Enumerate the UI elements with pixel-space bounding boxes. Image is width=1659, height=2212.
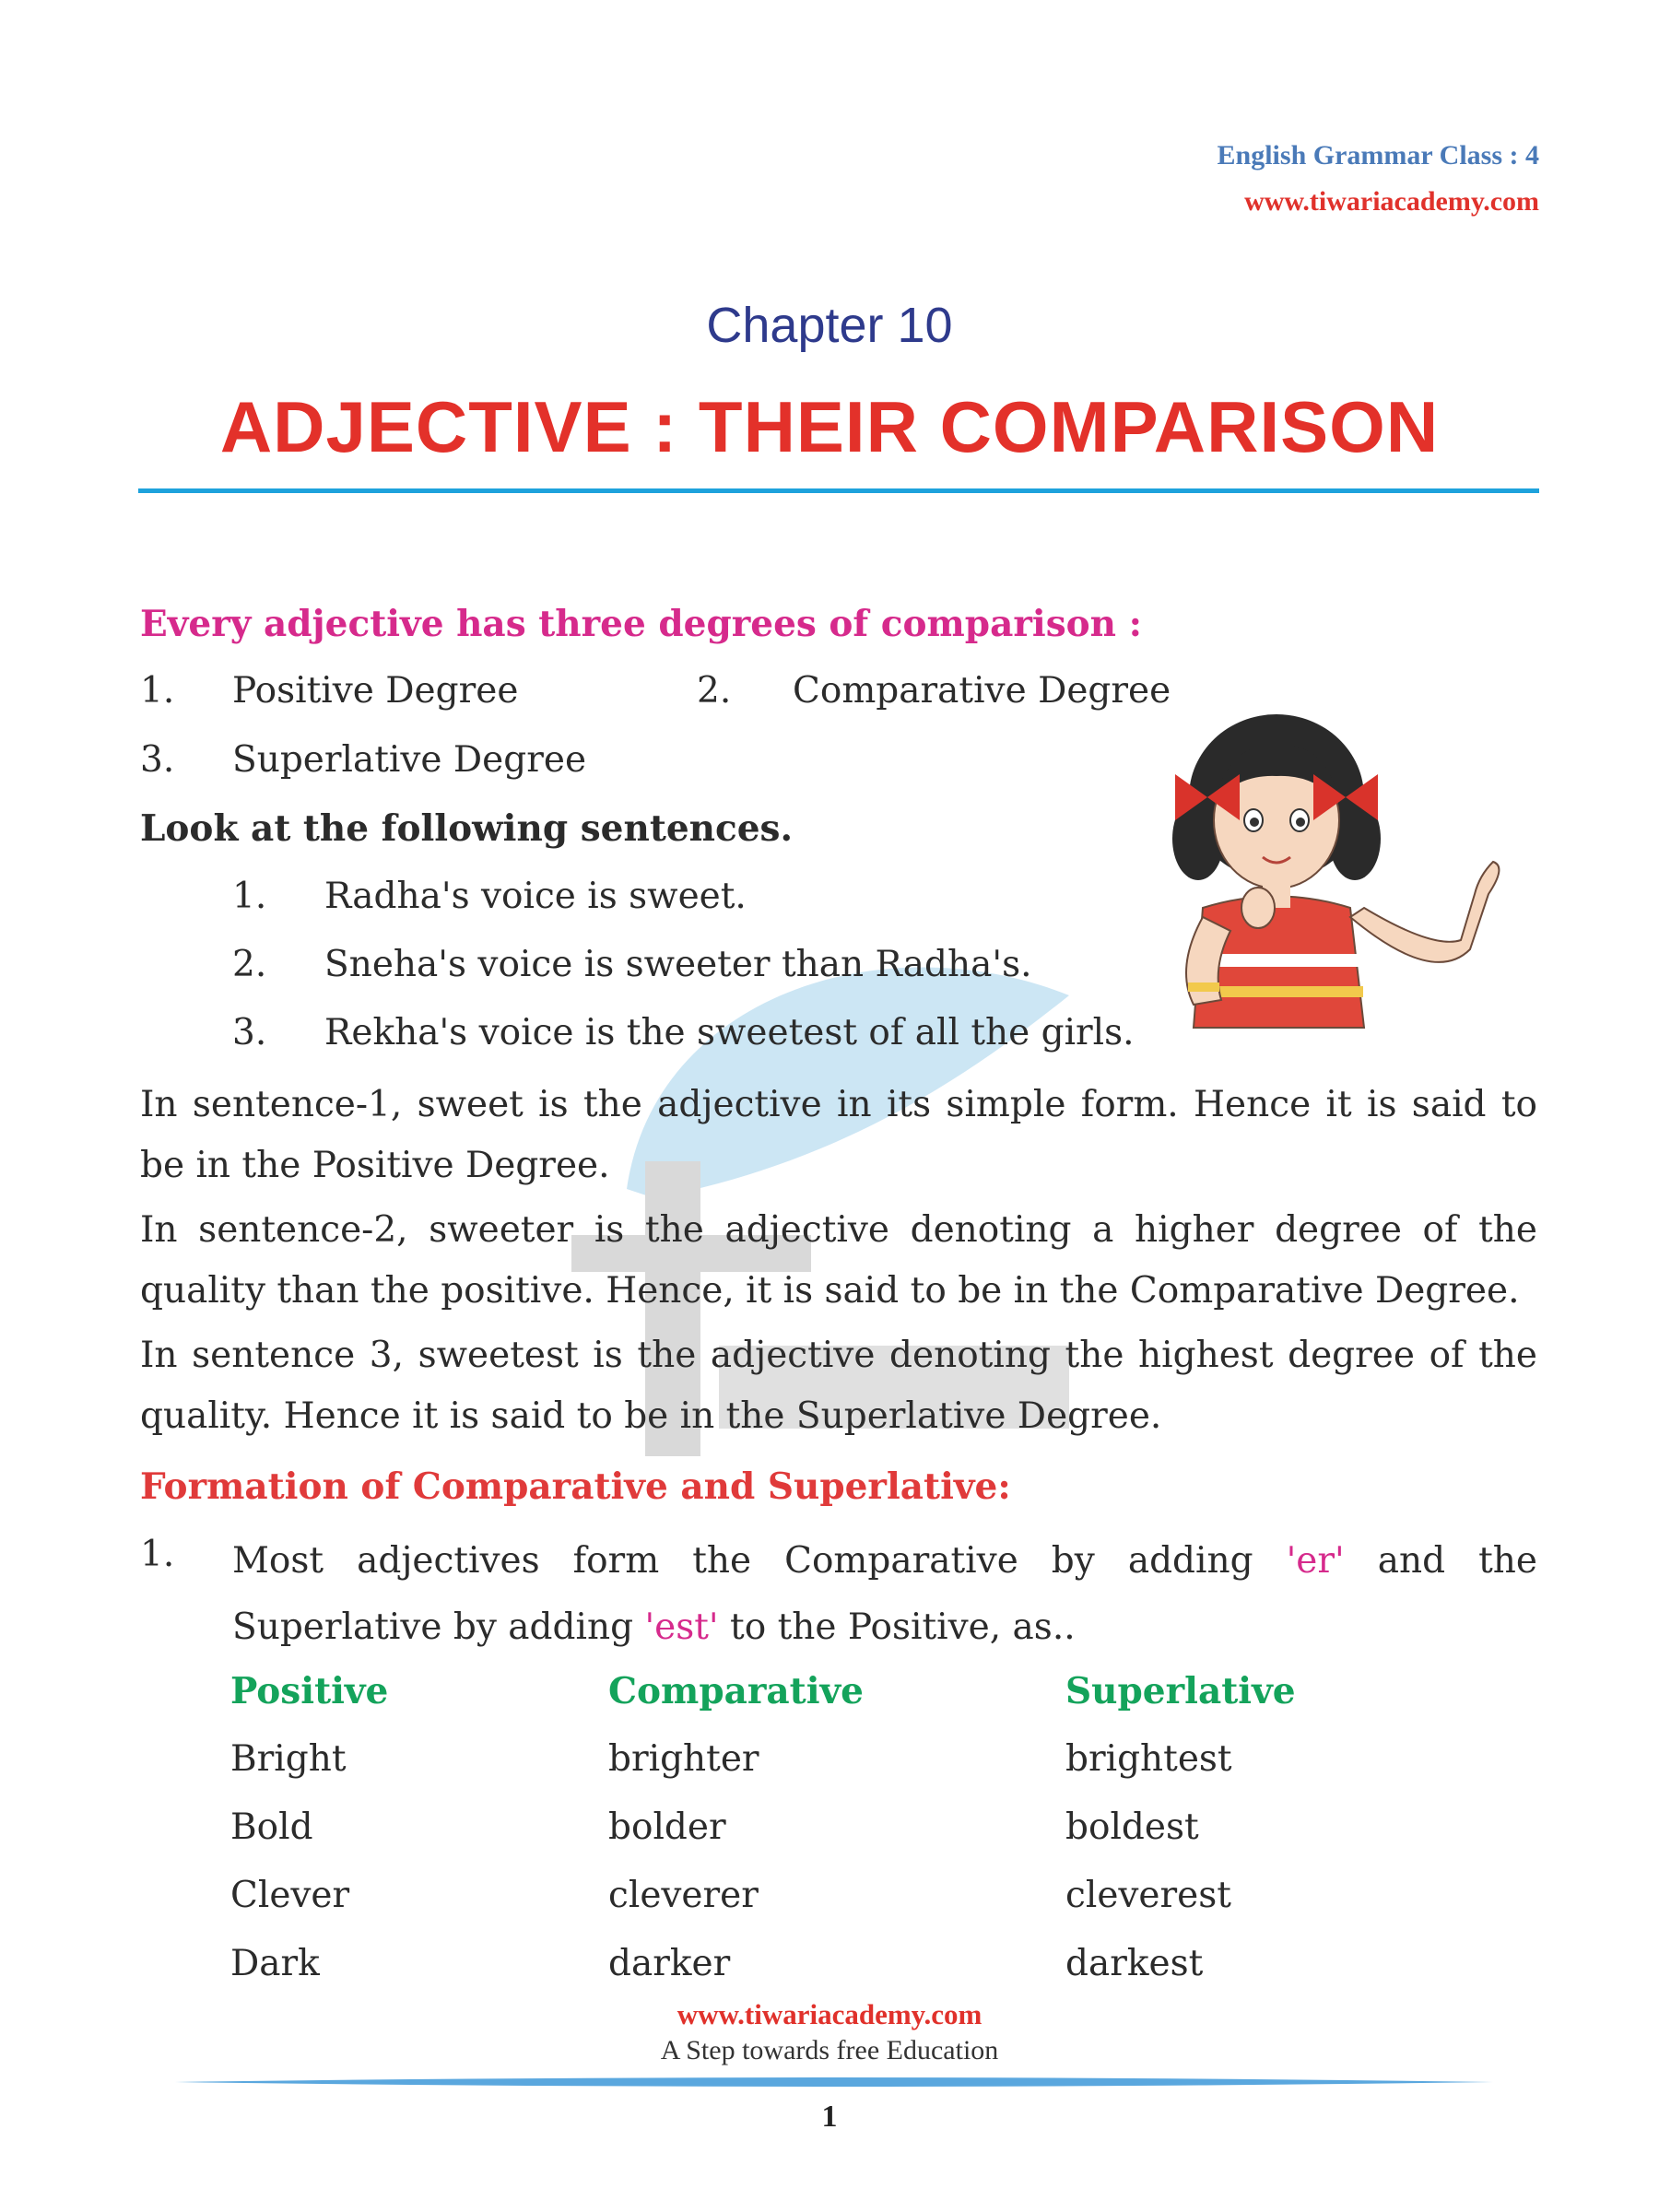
examples-heading: Look at the following sentences. <box>140 807 794 850</box>
suffix-est: 'est' <box>644 1606 719 1648</box>
degree-number: 3. <box>140 739 175 781</box>
rule-text-part: and the Superlative by adding <box>232 1540 1537 1648</box>
header-class-label: English Grammar Class : 4 <box>1217 140 1539 171</box>
sentence-text: Rekha's voice is the sweetest of all the girls. <box>324 1012 1135 1053</box>
footer-website-link[interactable]: www.tiwariacademy.com <box>677 1998 982 2030</box>
degrees-heading: Every adjective has three degrees of comparison : <box>140 603 1143 645</box>
table-cell: cleverer <box>608 1875 759 1916</box>
table-cell: Dark <box>230 1943 320 1984</box>
table-header-superlative: Superlative <box>1065 1670 1296 1712</box>
footer-divider <box>175 2076 1493 2088</box>
degree-label: Superlative Degree <box>232 739 587 781</box>
table-cell: cleverest <box>1065 1875 1231 1916</box>
rule-text-part: to the Positive, as.. <box>718 1606 1076 1648</box>
degree-number: 1. <box>140 670 175 712</box>
table-cell: darkest <box>1065 1943 1204 1984</box>
table-cell: brightest <box>1065 1738 1232 1780</box>
table-header-positive: Positive <box>230 1670 389 1712</box>
table-cell: brighter <box>608 1738 759 1780</box>
header-website-link[interactable]: www.tiwariacademy.com <box>1244 186 1539 217</box>
table-cell: Clever <box>230 1875 350 1916</box>
rule-number: 1. <box>140 1534 175 1575</box>
degree-number: 2. <box>697 670 732 712</box>
degree-label: Comparative Degree <box>793 670 1171 712</box>
sentence-number: 1. <box>232 876 267 917</box>
rule-text <box>232 1528 1537 1661</box>
table-cell: darker <box>608 1943 731 1984</box>
page-number: 1 <box>821 2100 838 2134</box>
sentence-text: Sneha's voice is sweeter than Radha's. <box>324 944 1032 985</box>
sentence-text: Radha's voice is sweet. <box>324 876 747 917</box>
formation-heading: Formation of Comparative and Superlative: <box>140 1465 1011 1508</box>
sentence-number: 2. <box>232 944 267 985</box>
explanation-paragraph: In sentence-1, sweet is the adjective in its simple form. Hence it is said to be in the Positive Degree. <box>140 1084 1537 1186</box>
title-divider <box>138 488 1539 493</box>
table-cell: Bright <box>230 1738 347 1780</box>
rule-text-part: Most adjectives form the Comparative by adding <box>232 1540 1287 1582</box>
table-cell: boldest <box>1065 1806 1199 1848</box>
table-cell: bolder <box>608 1806 726 1848</box>
chapter-title: ADJECTIVE : THEIR COMPARISON <box>219 386 1440 467</box>
explanation-paragraph: In sentence-2, sweeter is the adjective denoting a higher degree of the quality than the positive. Hence, it is said to be in the Comparative Degree. <box>140 1209 1537 1312</box>
table-header-comparative: Comparative <box>608 1670 864 1712</box>
table-cell: Bold <box>230 1806 313 1848</box>
suffix-er: 'er' <box>1286 1540 1345 1582</box>
girl-illustration-icon <box>1157 710 1516 1041</box>
chapter-number: Chapter 10 <box>706 298 953 353</box>
sentence-number: 3. <box>232 1012 267 1053</box>
degree-label: Positive Degree <box>232 670 519 712</box>
explanation-paragraph: In sentence 3, sweetest is the adjective denoting the highest degree of the quality. Hence it is said to be in the Superlative Degree. <box>140 1335 1537 1437</box>
footer-tagline: A Step towards free Education <box>660 2035 999 2065</box>
